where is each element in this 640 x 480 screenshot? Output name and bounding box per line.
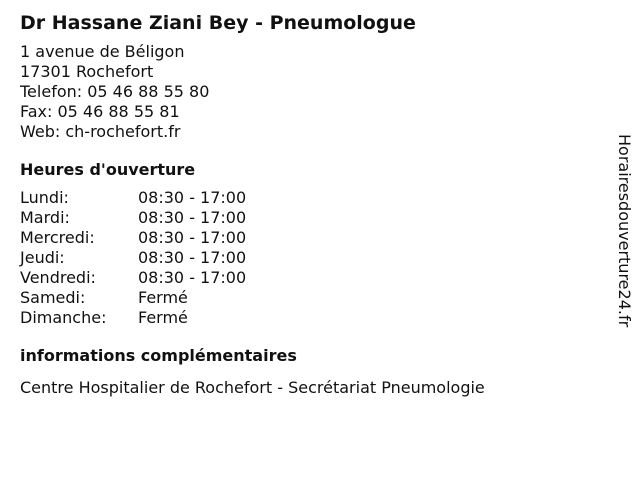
hours-value: 08:30 - 17:00	[138, 248, 247, 267]
day-label: Vendredi:	[20, 268, 96, 287]
hours-row-saturday	[20, 288, 590, 308]
day-label: Lundi:	[20, 188, 69, 207]
hours-value: 08:30 - 17:00	[138, 188, 247, 207]
day-label: Dimanche:	[20, 308, 107, 327]
hours-value: 08:30 - 17:00	[138, 268, 247, 287]
hours-row-sunday	[20, 308, 590, 328]
info-text: Centre Hospitalier de Rochefort - Secrétariat Pneumologie	[20, 378, 485, 397]
business-card	[20, 10, 590, 398]
day-label: Jeudi:	[20, 248, 65, 267]
address-block	[20, 42, 590, 142]
street-address: 1 avenue de Béligon	[20, 42, 185, 61]
hours-row-thursday	[20, 248, 590, 268]
hours-value: 08:30 - 17:00	[138, 208, 247, 227]
opening-hours-table	[20, 188, 590, 328]
hours-row-tuesday	[20, 208, 590, 228]
day-label: Mardi:	[20, 208, 70, 227]
page-title: Dr Hassane Ziani Bey - Pneumologue	[20, 12, 416, 34]
hours-value: 08:30 - 17:00	[138, 228, 247, 247]
hours-value: Fermé	[138, 308, 188, 327]
fax-number: Fax: 05 46 88 55 81	[20, 102, 180, 121]
day-label: Mercredi:	[20, 228, 95, 247]
hours-row-friday	[20, 268, 590, 288]
hours-row-wednesday	[20, 228, 590, 248]
hours-row-monday	[20, 188, 590, 208]
city-address: 17301 Rochefort	[20, 62, 154, 81]
hours-value: Fermé	[138, 288, 188, 307]
website-link[interactable]: Web: ch-rochefort.fr	[20, 122, 181, 141]
day-label: Samedi:	[20, 288, 86, 307]
info-heading: informations complémentaires	[20, 346, 297, 365]
side-watermark: Horairesdouverture24.fr	[615, 134, 634, 328]
hours-heading: Heures d'ouverture	[20, 160, 196, 179]
phone-number[interactable]: Telefon: 05 46 88 55 80	[20, 82, 210, 101]
